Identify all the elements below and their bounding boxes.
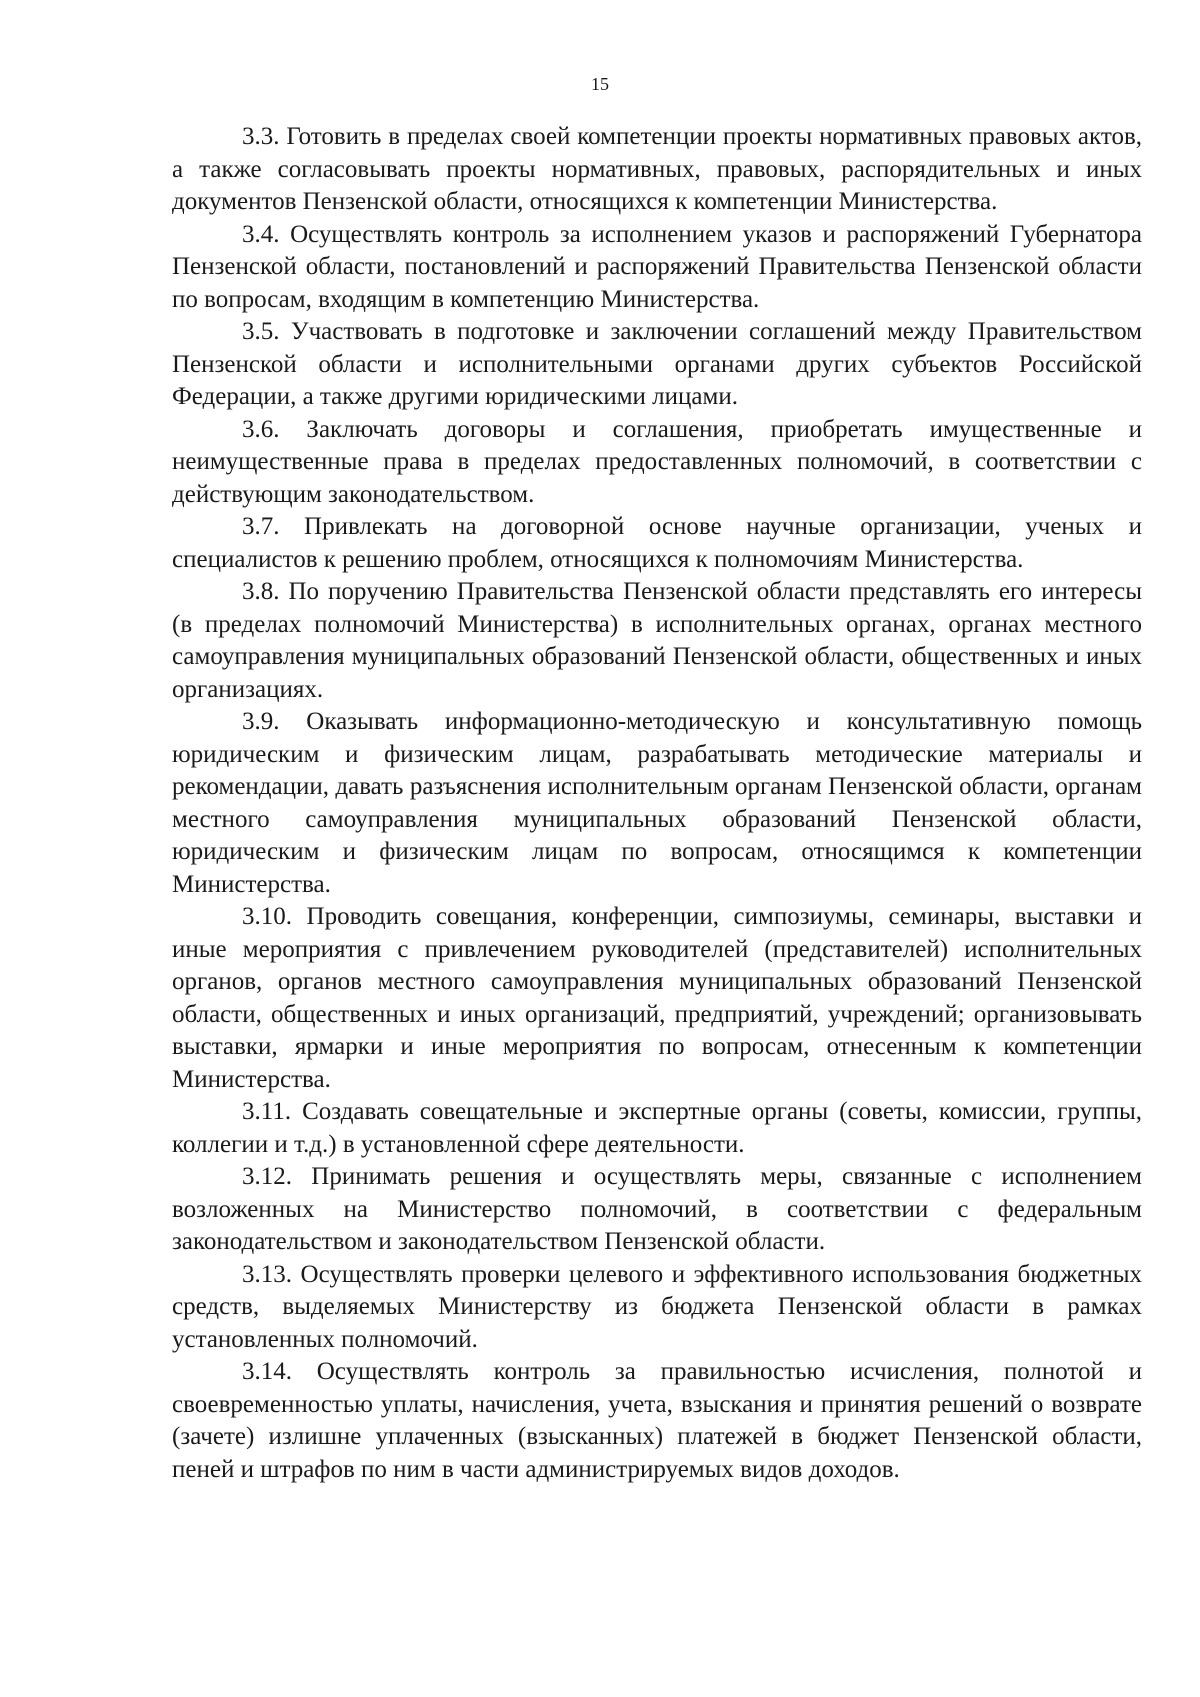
paragraph-3-7: 3.7. Привлекать на договорной основе научные организации, ученых и специалистов к решению проблем, относящихся к полномочиям Министерства.	[172, 513, 1142, 573]
paragraph-3-10: 3.10. Проводить совещания, конференции, симпозиумы, семинары, выставки и иные мероприятия с привлечением руководителей (представителей) исполнительных органов, органов местного самоуправления муниципальных образований Пензенской области, общественных и иных организаций, предприятий, учреждений; организовывать выставки, ярмарки и иные мероприятия по вопросам, отнесенным к компетенции Министерства.	[172, 903, 1142, 1093]
page-number: 15	[591, 74, 609, 94]
paragraph-3-4: 3.4. Осуществлять контроль за исполнением указов и распоряжений Губернатора Пензенской области, постановлений и распоряжений Правительства Пензенской области по вопросам, входящим в компетенцию Министерства.	[172, 220, 1142, 313]
paragraph-3-6: 3.6. Заключать договоры и соглашения, приобретать имущественные и неимущественные права в пределах предоставленных полномочий, в соответствии с действующим законодательством.	[172, 415, 1142, 508]
paragraph-3-13: 3.13. Осуществлять проверки целевого и эффективного использования бюджетных средств, выделяемых Министерству из бюджета Пензенской области в рамках установленных полномочий.	[172, 1260, 1142, 1353]
paragraph-3-8: 3.8. По поручению Правительства Пензенской области представлять его интересы (в пределах полномочий Министерства) в исполнительных органах, органах местного самоуправления муниципальных образований Пензенской области, общественных и иных организациях.	[172, 578, 1142, 703]
paragraph-3-14: 3.14. Осуществлять контроль за правильностью исчисления, полнотой и своевременностью уплаты, начисления, учета, взыскания и принятия решений о возврате (зачете) излишне уплаченных (взысканных) платежей в бюджет Пензенской области, пеней и штрафов по ним в части администрируемых видов доходов.	[172, 1358, 1142, 1483]
document-body	[172, 121, 1142, 1486]
paragraph-3-5: 3.5. Участвовать в подготовке и заключении соглашений между Правительством Пензенской области и исполнительными органами других субъектов Российской Федерации, а также другими юридическими лицами.	[172, 318, 1142, 410]
paragraph-3-12: 3.12. Принимать решения и осуществлять меры, связанные с исполнением возложенных на Министерство полномочий, в соответствии с федеральным законодательством и законодательством Пензенской области.	[172, 1163, 1142, 1255]
paragraph-3-9: 3.9. Оказывать информационно-методическую и консультативную помощь юридическим и физическим лицам, разрабатывать методические материалы и рекомендации, давать разъяснения исполнительным органам Пензенской области, органам местного самоуправления муниципальных образований Пензенской области, юридическим и физическим лицам по вопросам, относящимся к компетенции Министерства.	[172, 708, 1142, 898]
paragraph-3-11: 3.11. Создавать совещательные и экспертные органы (советы, комиссии, группы, коллегии и т.д.) в установленной сфере деятельности.	[172, 1098, 1142, 1158]
paragraph-3-3: 3.3. Готовить в пределах своей компетенции проекты нормативных правовых актов, а также согласовывать проекты нормативных, правовых, распорядительных и иных документов Пензенской области, относящихся к компетенции Министерства.	[172, 123, 1142, 215]
